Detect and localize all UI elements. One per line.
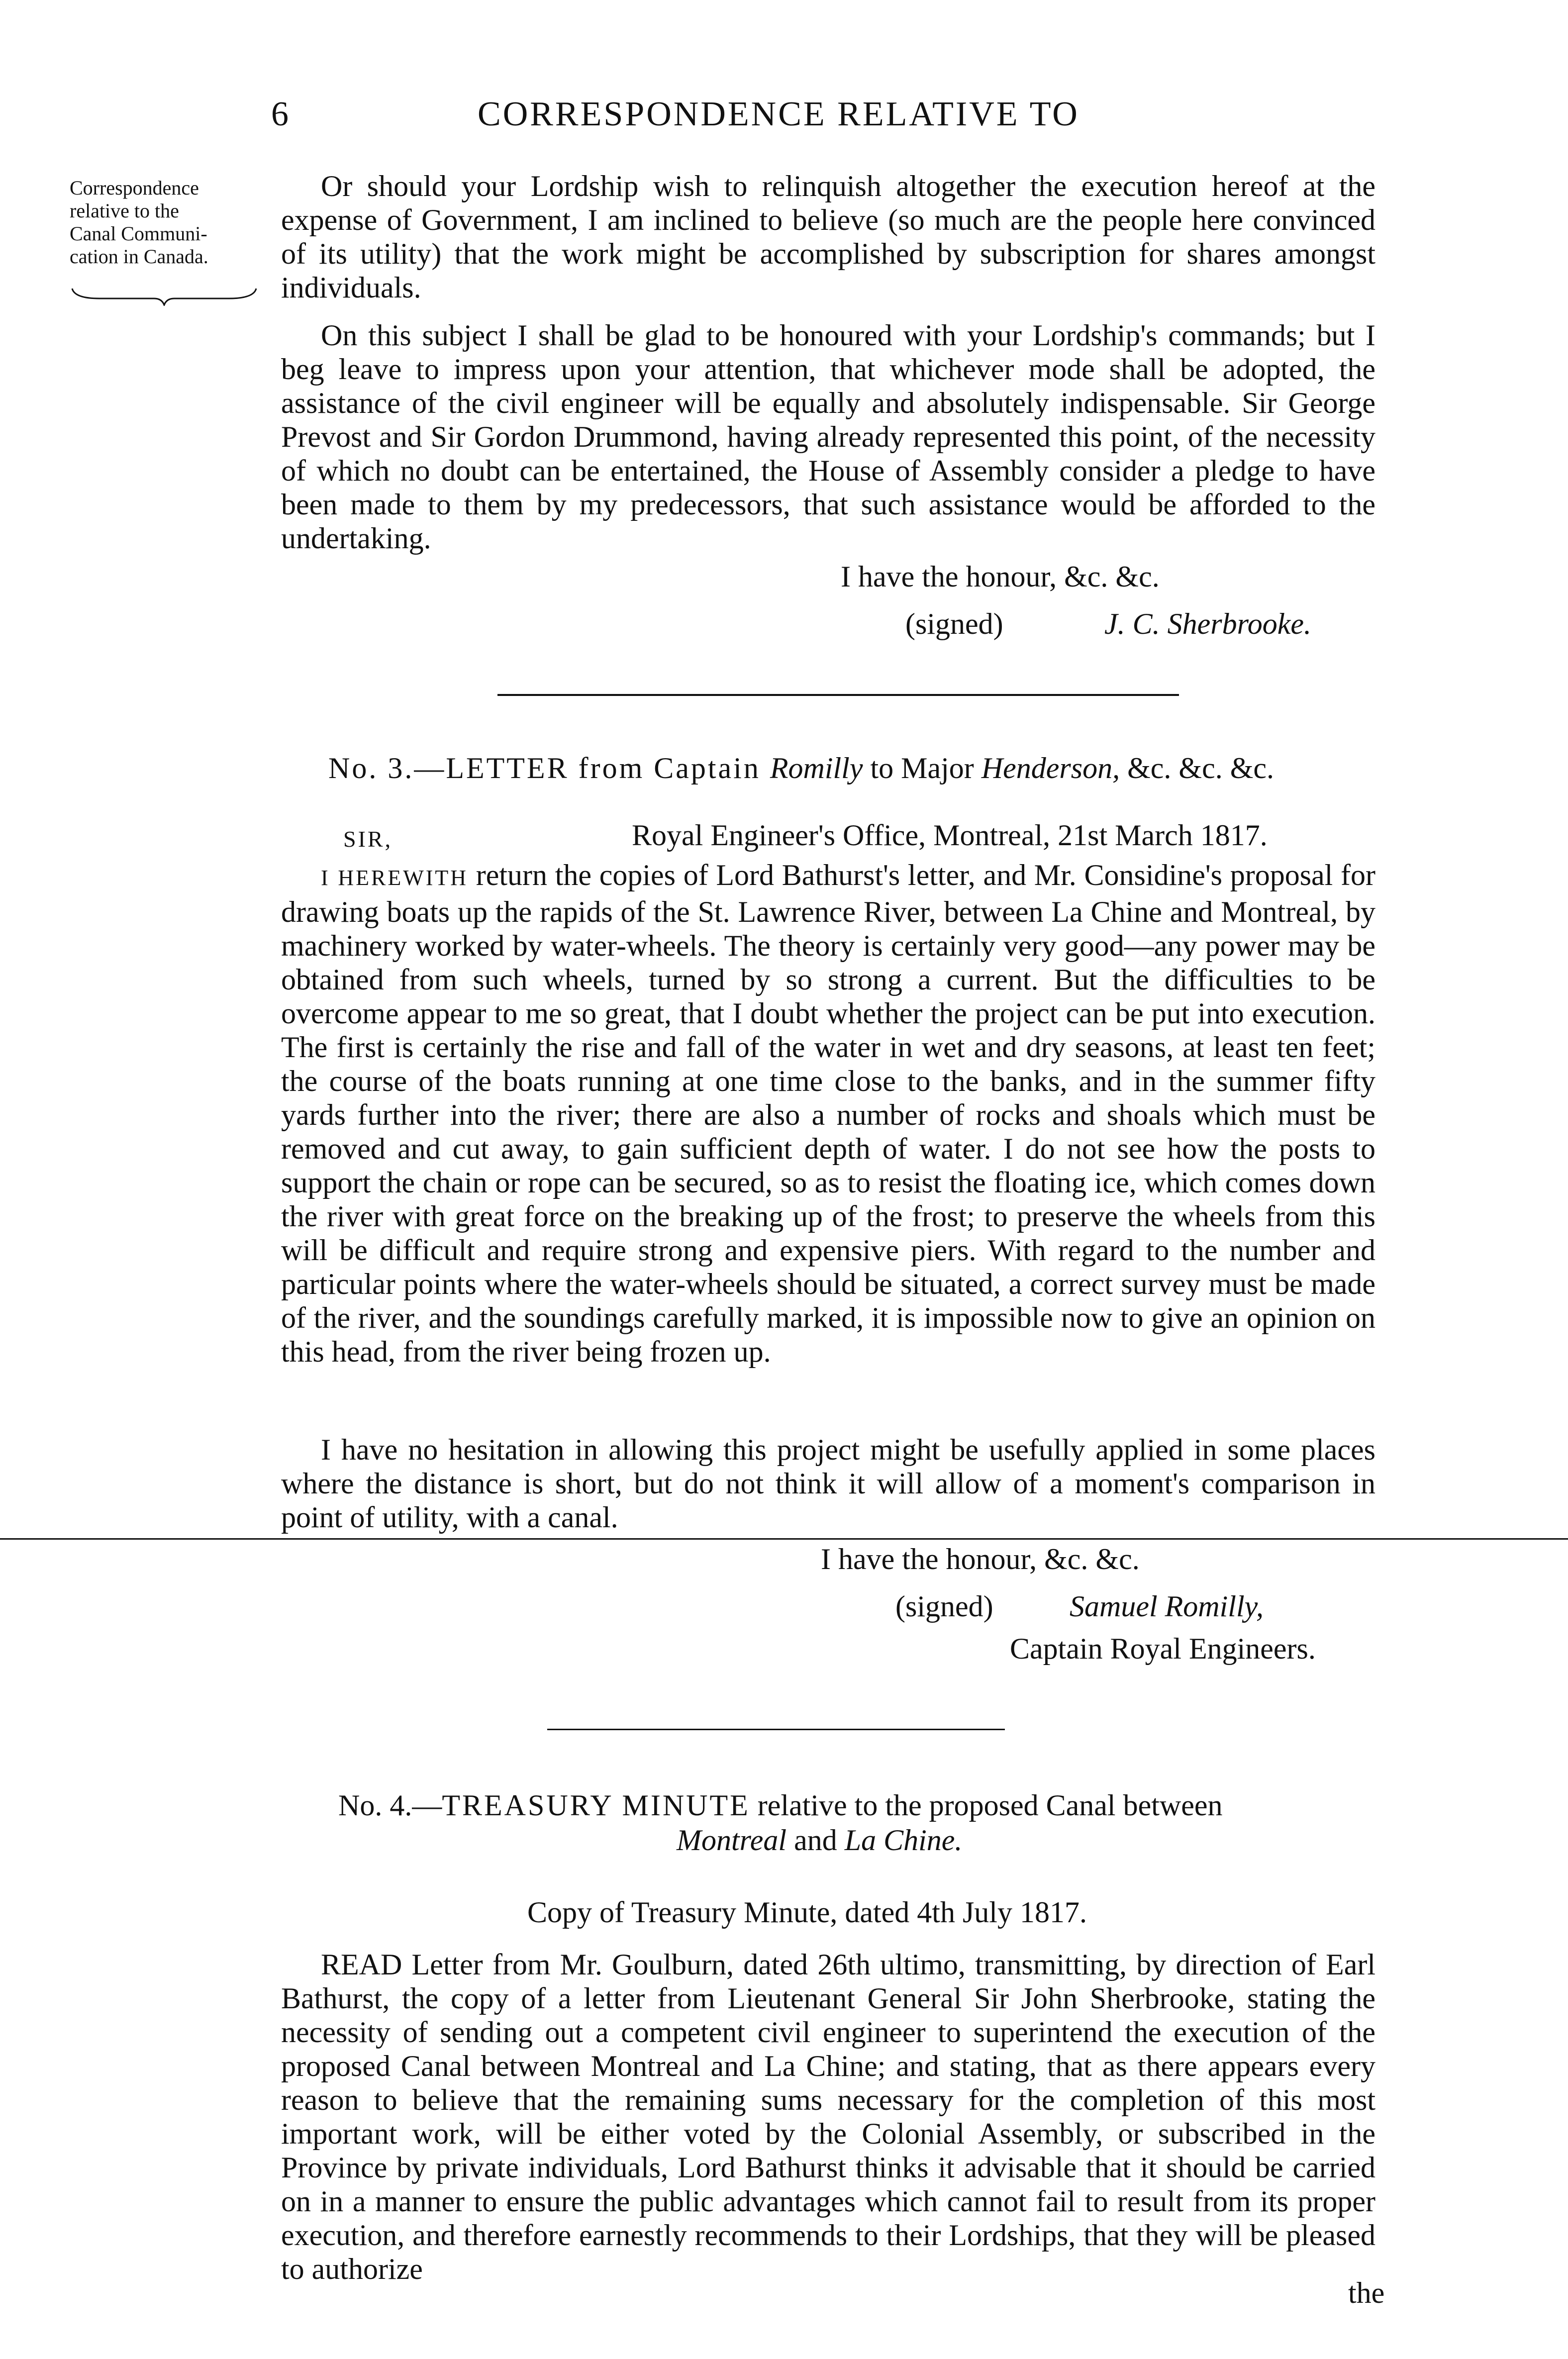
letter3-dateline: Royal Engineer's Office, Montreal, 21st March 1817. — [632, 819, 1268, 852]
letter2-closing: I have the honour, &c. &c. — [841, 560, 1160, 593]
page-number: 6 — [271, 95, 289, 133]
marginal-note — [70, 177, 259, 268]
minute4-heading-line-2 — [677, 1823, 962, 1858]
letter2-paragraph-2: On this subject I shall be glad to be honoured with your Lordship's commands; but I beg leave to impress upon your attention, that whichever mode shall be adopted, the assistance of the civil engineer will be equally and absolutely indispensable. Sir George Prevost and Sir Gordon Drummond, having already represented this point, of the necessity of which no doubt can be entertained, the House of Assembly consider a pledge to have been made to them by my predecessors, that such assistance would be afforded to the undertaking. — [281, 319, 1375, 555]
letter3-heading-prefix: No. 3.—LETTER from Captain — [328, 752, 770, 785]
catchword: the — [1348, 2276, 1385, 2309]
minute4-place-lachine: La Chine. — [844, 1824, 963, 1857]
marginal-brace — [70, 286, 259, 306]
page-fold-line — [0, 1538, 1568, 1540]
letter3-signed-label: (signed) — [895, 1590, 993, 1623]
letter3-salutation: SIR, — [343, 826, 393, 852]
marginal-note-line: Canal Communi- — [70, 222, 207, 245]
letter3-heading-to: Henderson, — [981, 752, 1120, 785]
section-divider — [497, 694, 1179, 696]
minute4-heading — [338, 1788, 1222, 1823]
letter3-heading — [328, 751, 1274, 786]
marginal-note-line: cation in Canada. — [70, 245, 208, 268]
marginal-note-line: Correspondence — [70, 177, 199, 199]
minute4-paragraph-1-lead: READ — [321, 1948, 402, 1981]
section-divider-short — [547, 1729, 1005, 1730]
minute4-subheading: Copy of Treasury Minute, dated 4th July 1817. — [527, 1896, 1087, 1929]
letter3-paragraph-1-lead: I HEREWITH — [321, 866, 469, 890]
letter3-rank: Captain Royal Engineers. — [1010, 1632, 1316, 1665]
letter3-paragraph-1-body: return the copies of Lord Bathurst's letter, and Mr. Considine's proposal for drawing boats up the rapids of the St. Lawrence River, between La Chine and Montreal, by machinery worked by water-wheels. The theory is certainly very good—any power may be obtained from such wheels, turned by so strong a current. But the difficulties to be overcome appear to me so great, that I doubt whether the project can be put into execution. The first is certainly the rise and fall of the water in wet and dry seasons, at least ten feet; the course of the boats running at one time close to the banks, and in the summer fifty yards further into the river; there are also a number of rocks and shoals which must be removed and cut away, to gain sufficient depth of water. I do not see how the posts to support the chain or rope can be secured, so as to resist the floating ice, which comes down the river with great force on the breaking up of the frost; to preserve the wheels from this will be difficult and require strong and expensive piers. With regard to the number and particular points where the water-wheels should be situated, a correct survey must be made of the river, and the soundings carefully marked, it is impossible now to give an opinion on this head, from the river being frozen up. — [281, 859, 1375, 1368]
letter2-signed-label: (signed) — [905, 607, 1003, 640]
minute4-heading-and: and — [786, 1824, 845, 1857]
letter2-paragraph-1: Or should your Lordship wish to relinquish altogether the execution hereof at the expense of Government, I am inclined to believe (so much are the people here convinced of its utility) that the work might be accomplished by subscription for shares amongst individuals. — [281, 170, 1375, 304]
minute4-heading-prefix: No. 4.— — [338, 1789, 442, 1822]
letter3-closing: I have the honour, &c. &c. — [821, 1543, 1140, 1575]
letter2-signature: J. C. Sherbrooke. — [1104, 607, 1312, 640]
minute4-paragraph-1-body: Letter from Mr. Goulburn, dated 26th ultimo, transmitting, by direction of Earl Bathurst, the copy of a letter from Lieutenant General Sir John Sherbrooke, stating the necessity of sending out a competent civil engineer to superintend the execution of the proposed Canal between Montreal and La Chine; and stating, that as there appears every reason to believe that the remaining sums necessary for the completion of this most important work, will be either voted by the Colonial Assembly, or subscribed in the Province by private individuals, Lord Bathurst thinks it advisable that it should be carried on in a manner to ensure the public advantages which cannot fail to result from its proper execution, and therefore earnestly recommends to their Lordships, that they will be pleased to authorize — [281, 1948, 1375, 2285]
letter3-paragraph-2: I have no hesitation in allowing this project might be usefully applied in some places where the distance is short, but do not think it will allow of a moment's comparison in point of utility, with a canal. — [281, 1433, 1375, 1534]
minute4-heading-rest: relative to the proposed Canal between — [750, 1789, 1223, 1822]
letter3-heading-suffix: &c. &c. &c. — [1120, 752, 1274, 785]
minute4-paragraph-1 — [281, 1948, 1375, 2286]
minute4-heading-caps: TREASURY MINUTE — [442, 1789, 750, 1822]
letter3-heading-mid: to Major — [863, 752, 981, 785]
letter3-heading-from: Romilly — [770, 752, 863, 785]
letter3-signature: Samuel Romilly, — [1070, 1590, 1264, 1623]
marginal-note-line: relative to the — [70, 199, 179, 222]
minute4-place-montreal: Montreal — [677, 1824, 787, 1857]
letter3-paragraph-1 — [281, 858, 1375, 1369]
running-title: CORRESPONDENCE RELATIVE TO — [478, 95, 1079, 133]
